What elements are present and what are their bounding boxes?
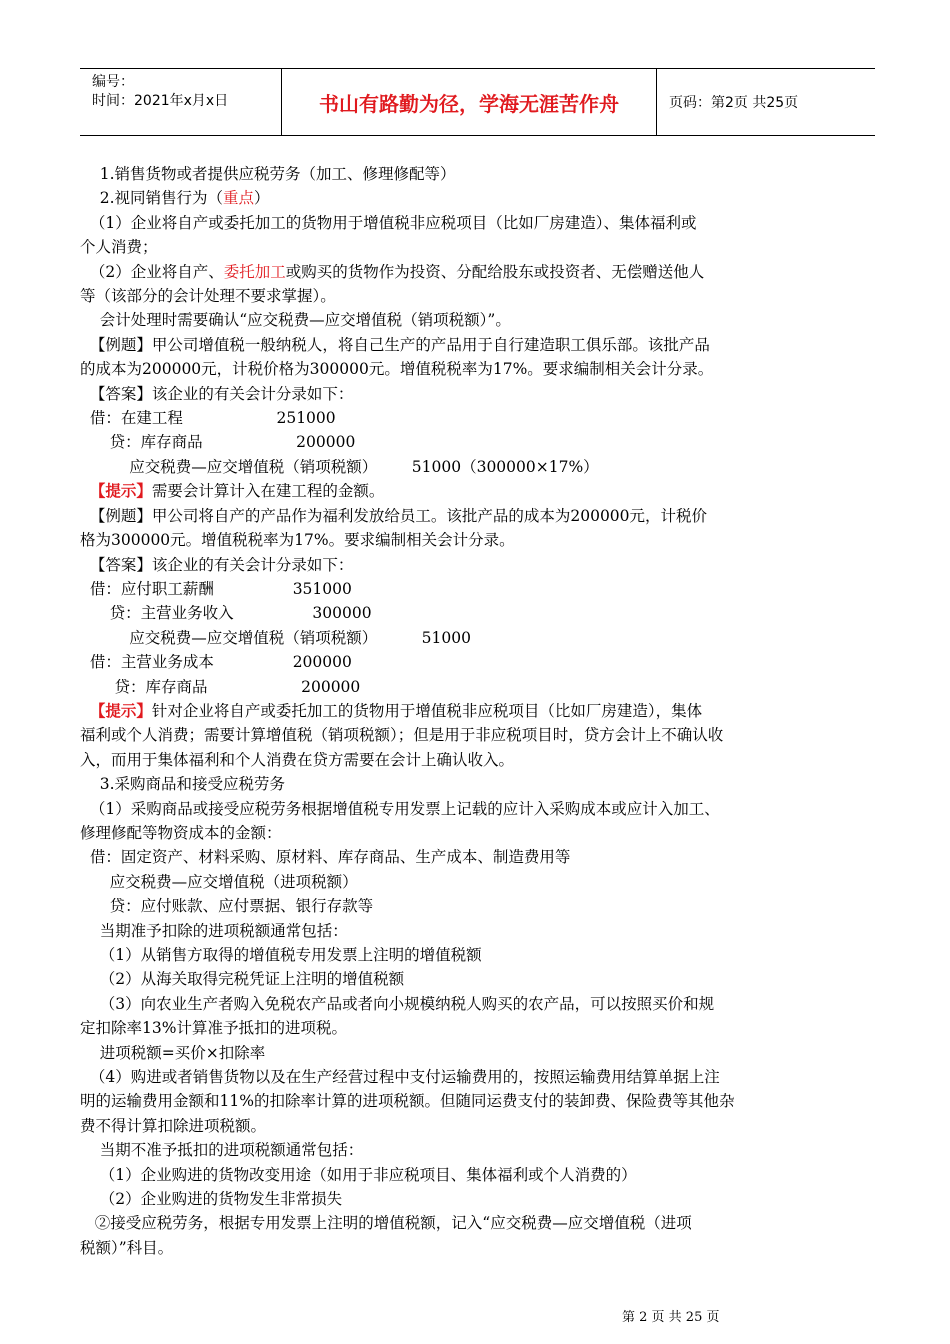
line-text: （2）从海关取得完税凭证上注明的增值税额 <box>99 970 405 989</box>
line-text: 的成本为200000元，计税价格为300000元。增值税税率为17%。要求编制相关会计分录。 <box>80 360 714 379</box>
text-line <box>80 235 875 259</box>
header-meta <box>80 69 282 135</box>
line-indent <box>80 1166 100 1184</box>
text-line <box>80 601 875 625</box>
line-text: 2.视同销售行为（ <box>99 189 224 208</box>
line-text: 进项税额=买价×扣除率 <box>99 1043 266 1062</box>
line-indent <box>80 653 90 671</box>
line-text: （1）采购商品或接受应税劳务根据增值税专用发票上记载的应计入采购成本或应计入加工、 <box>89 799 720 818</box>
text-line <box>80 967 875 991</box>
line-indent <box>80 1044 100 1062</box>
highlight-text: 【提示】 <box>89 481 152 501</box>
line-text: 【答案】该企业的有关会计分录如下： <box>89 384 354 403</box>
document-body <box>80 162 875 1260</box>
text-line <box>80 430 875 454</box>
line-text: 贷：主营业务收入 300000 <box>109 604 372 623</box>
line-text: 入，而用于集体福利和个人消费在贷方需要在会计上确认收入。 <box>80 750 515 769</box>
highlight-text: 委托加工 <box>223 262 286 281</box>
text-line <box>80 1041 875 1065</box>
line-text: 或购买的货物作为投资、分配给股东或投资者、无偿赠送他人 <box>285 262 705 281</box>
text-line <box>80 870 875 894</box>
text-line <box>80 650 875 674</box>
line-indent <box>80 1141 100 1159</box>
line-text: 贷：库存商品 200000 <box>109 433 356 452</box>
line-text: 针对企业将自产或委托加工的货物用于增值税非应税项目（比如厂房建造），集体 <box>151 701 703 720</box>
text-line <box>80 919 875 943</box>
line-indent <box>80 1190 100 1208</box>
line-text: 应交税费—应交增值税（进项税额） <box>109 872 358 891</box>
text-line <box>80 1065 875 1089</box>
header-page-label: 页码：第2页 共25页 <box>669 95 799 111</box>
text-line <box>80 1187 875 1211</box>
text-line <box>80 455 875 479</box>
text-line <box>80 626 875 650</box>
line-indent <box>80 604 110 622</box>
line-text: 借：主营业务成本 200000 <box>89 653 352 672</box>
line-text: 1.销售货物或者提供应税劳务（加工、修理修配等） <box>99 165 456 183</box>
line-text: 个人消费； <box>80 238 158 257</box>
line-text: 当期准予扣除的进项税额通常包括： <box>99 921 348 940</box>
text-line <box>80 357 875 381</box>
text-line <box>80 577 875 601</box>
text-line <box>80 260 875 284</box>
line-text: 借：应付职工薪酬 351000 <box>89 579 352 598</box>
text-line <box>80 553 875 577</box>
line-indent <box>80 458 129 476</box>
line-indent <box>80 702 90 720</box>
line-indent <box>80 1068 90 1086</box>
line-indent <box>80 482 90 500</box>
line-text: （1）从销售方取得的增值税专用发票上注明的增值税额 <box>99 946 482 964</box>
line-text: （3）向农业生产者购入免税农产品或者向小规模纳税人购买的农产品，可以按照买价和规 <box>99 994 715 1013</box>
line-indent <box>80 848 90 866</box>
line-text: 福利或个人消费；需要计算增值税（销项税额）；但是用于非应税项目时，贷方会计上不确认收 <box>80 726 724 745</box>
line-indent <box>80 678 115 696</box>
line-text: （1）企业购进的货物改变用途（如用于非应税项目、集体福利或个人消费的） <box>99 1165 637 1184</box>
line-indent <box>80 336 90 354</box>
line-text: 借：固定资产、材料采购、原材料、库存商品、生产成本、制造费用等 <box>89 848 571 867</box>
text-line <box>80 186 875 210</box>
text-line <box>80 894 875 918</box>
text-line <box>80 723 875 747</box>
text-line <box>80 284 875 308</box>
line-indent <box>80 922 100 940</box>
line-indent <box>80 800 90 818</box>
line-text: 【例题】甲公司将自产的产品作为福利发放给员工。该批产品的成本为200000元，计税价 <box>89 506 708 525</box>
text-line <box>80 1138 875 1162</box>
text-line <box>80 1211 875 1235</box>
text-line <box>80 675 875 699</box>
header-motto: 书山有路勤为径，学海无涯苦作舟 <box>282 69 657 135</box>
text-line <box>80 1114 875 1138</box>
line-indent <box>80 165 100 183</box>
line-indent <box>80 873 110 891</box>
highlight-text: 重点 <box>223 189 255 208</box>
line-text: 格为300000元。增值税税率为17%。要求编制相关会计分录。 <box>80 531 515 550</box>
line-text: （2）企业将自产、 <box>89 262 224 281</box>
line-indent <box>80 311 100 329</box>
line-text: 税额）”科目。 <box>80 1238 174 1257</box>
text-line <box>80 528 875 552</box>
line-text: 【答案】该企业的有关会计分录如下： <box>89 555 354 574</box>
line-text: （2）企业购进的货物发生非常损失 <box>99 1190 343 1209</box>
line-text: 等（该部分的会计处理不要求掌握）。 <box>80 287 336 306</box>
line-indent <box>80 995 100 1013</box>
line-text: 借：在建工程 251000 <box>89 409 336 428</box>
line-indent <box>80 409 90 427</box>
text-line <box>80 1236 875 1260</box>
text-line <box>80 943 875 967</box>
number-label: 编号： <box>92 74 134 90</box>
line-text: 会计处理时需要确认“应交税费—应交增值税（销项税额）”。 <box>99 311 511 330</box>
line-text: （4）购进或者销售货物以及在生产经营过程中支付运输费用的，按照运输费用结算单据上注 <box>89 1068 720 1087</box>
text-line <box>80 1089 875 1113</box>
page-footer: 第 2 页 共 25 页 <box>622 1310 720 1325</box>
line-text: 费不得计算扣除进项税额。 <box>80 1116 267 1135</box>
line-indent <box>80 507 90 525</box>
line-text: 应交税费—应交增值税（销项税额） 51000（300000×17%） <box>129 457 599 476</box>
line-text: 当期不准予抵扣的进项税额通常包括： <box>99 1141 364 1160</box>
line-indent <box>80 214 90 232</box>
line-indent <box>80 946 100 964</box>
line-indent <box>80 775 100 793</box>
line-text: 应交税费—应交增值税（销项税额） 51000 <box>129 628 471 647</box>
text-line <box>80 797 875 821</box>
line-text: ） <box>254 189 270 208</box>
line-indent <box>80 897 110 915</box>
line-indent <box>80 433 110 451</box>
line-indent <box>80 580 90 598</box>
text-line <box>80 162 875 186</box>
line-text: 贷：库存商品 200000 <box>114 677 361 696</box>
line-indent <box>80 556 90 574</box>
line-indent <box>80 263 90 281</box>
text-line <box>80 699 875 723</box>
line-text: 修理修配等物资成本的金额： <box>80 823 282 842</box>
line-text: 3.采购商品和接受应税劳务 <box>99 775 286 794</box>
text-line <box>80 406 875 430</box>
line-indent <box>80 1214 95 1232</box>
time-label: 时间：2021年x月x日 <box>92 93 229 109</box>
text-line <box>80 308 875 332</box>
text-line <box>80 992 875 1016</box>
line-text: 【例题】甲公司增值税一般纳税人，将自己生产的产品用于自行建造职工俱乐部。该批产品 <box>89 335 710 354</box>
text-line <box>80 479 875 503</box>
line-text: 定扣除率13%计算准予抵扣的进项税。 <box>80 1019 347 1038</box>
text-line <box>80 821 875 845</box>
highlight-text: 【提示】 <box>89 700 152 720</box>
text-line <box>80 845 875 869</box>
text-line <box>80 504 875 528</box>
text-line <box>80 333 875 357</box>
line-indent <box>80 970 100 988</box>
text-line <box>80 1163 875 1187</box>
text-line <box>80 382 875 406</box>
line-text: （1）企业将自产或委托加工的货物用于增值税非应税项目（比如厂房建造）、集体福利或 <box>89 213 697 232</box>
line-indent <box>80 629 129 647</box>
line-text: ②接受应税劳务，根据专用发票上注明的增值税额，记入“应交税费—应交增值税（进项 <box>94 1214 692 1233</box>
line-text: 明的运输费用金额和11%的扣除率计算的进项税额。但随同运费支付的装卸费、保险费等其他杂 <box>80 1092 735 1111</box>
text-line <box>80 211 875 235</box>
line-text: 贷：应付账款、应付票据、银行存款等 <box>109 897 374 916</box>
line-indent <box>80 189 100 207</box>
line-text: 需要会计算计入在建工程的金额。 <box>151 482 385 501</box>
text-line <box>80 1016 875 1040</box>
text-line <box>80 748 875 772</box>
text-line <box>80 772 875 796</box>
line-indent <box>80 385 90 403</box>
page-header <box>80 68 875 136</box>
